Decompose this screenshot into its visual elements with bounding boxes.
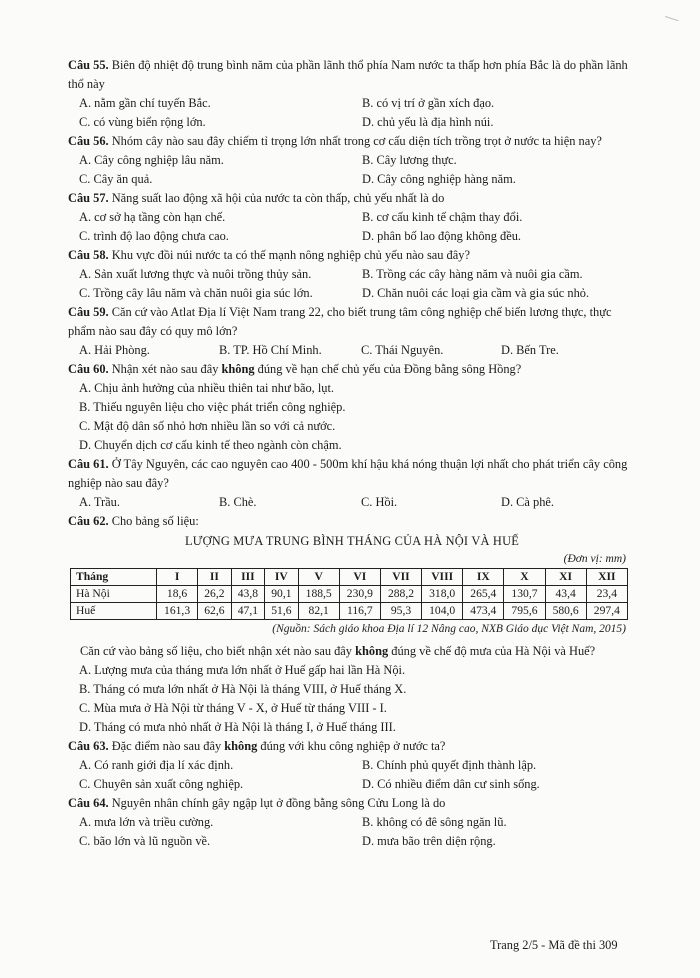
table-cell: 795,6 <box>504 603 545 620</box>
option-d[interactable]: D. Cà phê. <box>501 495 554 509</box>
question-56 <box>68 132 636 189</box>
option-c[interactable]: C. Cây ăn quả. <box>79 172 153 186</box>
answer-options <box>68 661 636 737</box>
table-cell: 43,8 <box>231 586 264 603</box>
question-59 <box>68 303 636 360</box>
table-cell: 62,6 <box>198 603 231 620</box>
question-stem: Căn cứ vào Atlat Địa lí Việt Nam trang 22, cho biết trung tâm công nghiệp chế biến lương thực, thực phẩm nào sau đây có quy mô lớn? <box>68 305 612 338</box>
question-stem: Cho bảng số liệu: <box>108 514 199 528</box>
option-c[interactable]: C. trình độ lao động chưa cao. <box>79 229 229 243</box>
table-source: (Nguồn: Sách giáo khoa Địa lí 12 Nâng cao, NXB Giáo dục Việt Nam, 2015) <box>272 623 626 635</box>
option-b[interactable]: B. có vị trí ở gần xích đạo. <box>362 96 495 110</box>
table-cell: 130,7 <box>504 586 545 603</box>
option-b[interactable]: B. Cây lương thực. <box>362 153 457 167</box>
question-label: Câu 61. <box>68 457 109 471</box>
table-cell: 18,6 <box>157 586 198 603</box>
option-d[interactable]: D. phân bố lao động không đều. <box>362 229 521 243</box>
option-c[interactable]: C. Chuyên sản xuất công nghiệp. <box>79 777 244 791</box>
question-62 <box>68 512 636 737</box>
question-stem-end: đúng với khu công nghiệp ở nước ta? <box>257 739 446 753</box>
question-stem: Biên độ nhiệt độ trung bình năm của phần lãnh thổ phía Nam nước ta thấp hơn phía Bắc là do phần lãnh thổ này <box>68 58 628 91</box>
option-b[interactable]: B. Thiếu nguyên liệu cho việc phát triển công nghiệp. <box>79 400 346 414</box>
header-cell: Tháng <box>71 569 157 586</box>
option-b[interactable]: B. Chính phủ quyết định thành lập. <box>362 758 537 772</box>
question-stem: Ở Tây Nguyên, các cao nguyên cao 400 - 500m khí hậu khá nóng thuận lợi nhất cho phát triển cây công nghiệp nào sau đây? <box>68 457 628 490</box>
option-c[interactable]: C. Thái Nguyên. <box>361 343 444 357</box>
option-c[interactable]: C. bão lớn và lũ nguồn về. <box>79 834 211 848</box>
rainfall-table <box>70 568 628 620</box>
scan-mark <box>663 16 678 27</box>
header-cell: II <box>198 569 231 586</box>
question-57 <box>68 189 636 246</box>
option-d[interactable]: D. Có nhiều điểm dân cư sinh sống. <box>362 777 540 791</box>
header-cell: VII <box>380 569 421 586</box>
table-cell: 230,9 <box>339 586 380 603</box>
question-label: Câu 62. <box>68 514 109 528</box>
option-a[interactable]: A. Sản xuất lương thực và nuôi trồng thủy sản. <box>79 267 312 281</box>
table-row <box>71 586 628 603</box>
header-cell: IX <box>463 569 504 586</box>
table-cell: 43,4 <box>545 586 586 603</box>
table-cell: 161,3 <box>157 603 198 620</box>
table-caption: LƯỢNG MƯA TRUNG BÌNH THÁNG CỦA HÀ NỘI VÀ HUẾ <box>184 534 519 548</box>
emphasis-not: không <box>224 739 258 753</box>
answer-options <box>68 265 636 303</box>
option-d[interactable]: D. mưa bão trên diện rộng. <box>362 834 496 848</box>
table-cell: 188,5 <box>298 586 339 603</box>
option-c[interactable]: C. Mật độ dân số nhỏ hơn nhiều lần so với cả nước. <box>79 419 336 433</box>
option-a[interactable]: A. Lượng mưa của tháng mưa lớn nhất ở Huế gấp hai lần Hà Nội. <box>79 663 406 677</box>
question-label: Câu 60. <box>68 362 109 376</box>
question-64 <box>68 794 636 851</box>
question-stem-start: Căn cứ vào bảng số liệu, cho biết nhận xét nào sau đây <box>80 644 356 658</box>
option-a[interactable]: A. Cây công nghiệp lâu năm. <box>79 153 224 167</box>
table-cell: 47,1 <box>231 603 264 620</box>
option-c[interactable]: C. Hồi. <box>361 495 398 509</box>
question-58 <box>68 246 636 303</box>
header-cell: VI <box>339 569 380 586</box>
option-a[interactable]: A. cơ sở hạ tầng còn hạn chế. <box>79 210 226 224</box>
option-b[interactable]: B. không có đê sông ngăn lũ. <box>362 815 507 829</box>
answer-options <box>68 208 636 246</box>
question-label: Câu 64. <box>68 796 109 810</box>
option-c[interactable]: C. có vùng biển rộng lớn. <box>79 115 206 129</box>
option-d[interactable]: D. Chăn nuôi các loại gia cầm và gia súc nhỏ. <box>362 286 590 300</box>
table-cell: 297,4 <box>586 603 627 620</box>
question-label: Câu 58. <box>68 248 109 262</box>
header-cell: X <box>504 569 545 586</box>
answer-options <box>68 94 636 132</box>
header-cell: XI <box>545 569 586 586</box>
table-cell: 580,6 <box>545 603 586 620</box>
table-cell: Hà Nội <box>71 586 157 603</box>
table-cell: 116,7 <box>339 603 380 620</box>
emphasis-not: không <box>221 362 255 376</box>
table-cell: 288,2 <box>380 586 421 603</box>
option-b[interactable]: B. Trồng các cây hàng năm và nuôi gia cầm. <box>362 267 583 281</box>
option-c[interactable]: C. Trồng cây lâu năm và chăn nuôi gia súc lớn. <box>79 286 313 300</box>
answer-options <box>68 756 636 794</box>
header-cell: III <box>231 569 264 586</box>
question-61 <box>68 455 636 512</box>
table-cell: Huế <box>71 603 157 620</box>
answer-options <box>68 151 636 189</box>
question-label: Câu 63. <box>68 739 109 753</box>
question-stem-end: đúng về hạn chế chủ yếu của Đồng bằng sông Hồng? <box>254 362 522 376</box>
table-unit: (Đơn vị: mm) <box>563 553 626 565</box>
question-60 <box>68 360 636 455</box>
option-b[interactable]: B. Tháng có mưa lớn nhất ở Hà Nội là tháng VIII, ở Huế tháng X. <box>79 682 407 696</box>
question-stem-end: đúng về chế độ mưa của Hà Nội và Huế? <box>388 644 596 658</box>
header-cell: I <box>157 569 198 586</box>
exam-page <box>68 56 636 851</box>
question-stem: Năng suất lao động xã hội của nước ta còn thấp, chủ yếu nhất là do <box>108 191 445 205</box>
table-cell: 26,2 <box>198 586 231 603</box>
table-cell: 82,1 <box>298 603 339 620</box>
answer-options <box>68 379 636 455</box>
header-cell: V <box>298 569 339 586</box>
option-c[interactable]: C. Mùa mưa ở Hà Nội từ tháng V - X, ở Huế từ tháng VIII - I. <box>79 701 387 715</box>
table-cell: 23,4 <box>586 586 627 603</box>
table-row <box>71 603 628 620</box>
table-cell: 90,1 <box>265 586 298 603</box>
table-cell: 51,6 <box>265 603 298 620</box>
emphasis-not: không <box>355 644 389 658</box>
question-label: Câu 55. <box>68 58 109 72</box>
question-stem <box>68 642 636 661</box>
question-63 <box>68 737 636 794</box>
option-b[interactable]: B. Chè. <box>219 495 257 509</box>
question-stem: Nhóm cây nào sau đây chiếm tỉ trọng lớn nhất trong cơ cấu diện tích trồng trọt ở nước ta hiện nay? <box>108 134 602 148</box>
question-label: Câu 56. <box>68 134 109 148</box>
option-d[interactable]: D. Chuyển dịch cơ cấu kinh tế theo ngành còn chậm. <box>79 438 342 452</box>
table-cell: 473,4 <box>463 603 504 620</box>
header-cell: VIII <box>422 569 463 586</box>
option-a[interactable]: A. Chịu ảnh hưởng của nhiều thiên tai như bão, lụt. <box>79 381 335 395</box>
table-cell: 95,3 <box>380 603 421 620</box>
header-cell: IV <box>265 569 298 586</box>
page-footer: Trang 2/5 - Mã đề thi 309 <box>490 938 618 952</box>
option-b[interactable]: B. cơ cấu kinh tế chậm thay đổi. <box>362 210 523 224</box>
table-header-row <box>71 569 628 586</box>
option-a[interactable]: A. mưa lớn và triều cường. <box>79 815 214 829</box>
option-b[interactable]: B. TP. Hồ Chí Minh. <box>219 343 322 357</box>
option-a[interactable]: A. Trầu. <box>79 495 120 509</box>
question-label: Câu 59. <box>68 305 109 319</box>
option-d[interactable]: D. Tháng có mưa nhỏ nhất ở Hà Nội là tháng I, ở Huế tháng III. <box>79 720 396 734</box>
answer-options <box>68 813 636 851</box>
table-cell: 265,4 <box>463 586 504 603</box>
question-stem: Đặc điểm nào sau đây <box>108 739 225 753</box>
answer-options <box>68 341 636 360</box>
table-cell: 104,0 <box>422 603 463 620</box>
option-d[interactable]: D. Cây công nghiệp hàng năm. <box>362 172 516 186</box>
option-a[interactable]: A. Hải Phòng. <box>79 343 150 357</box>
answer-options <box>68 493 636 512</box>
header-cell: XII <box>586 569 627 586</box>
question-stem: Nguyên nhân chính gây ngập lụt ở đồng bằng sông Cửu Long là do <box>108 796 446 810</box>
table-cell: 318,0 <box>422 586 463 603</box>
option-a[interactable]: A. nằm gần chí tuyến Bắc. <box>79 96 211 110</box>
question-stem: Nhận xét nào sau đây <box>108 362 222 376</box>
option-a[interactable]: A. Có ranh giới địa lí xác định. <box>79 758 234 772</box>
option-d[interactable]: D. Bến Tre. <box>501 343 559 357</box>
question-55 <box>68 56 636 132</box>
question-stem: Khu vực đồi núi nước ta có thế mạnh nông nghiệp chủ yếu nào sau đây? <box>108 248 470 262</box>
question-label: Câu 57. <box>68 191 109 205</box>
option-d[interactable]: D. chủ yếu là địa hình núi. <box>362 115 494 129</box>
